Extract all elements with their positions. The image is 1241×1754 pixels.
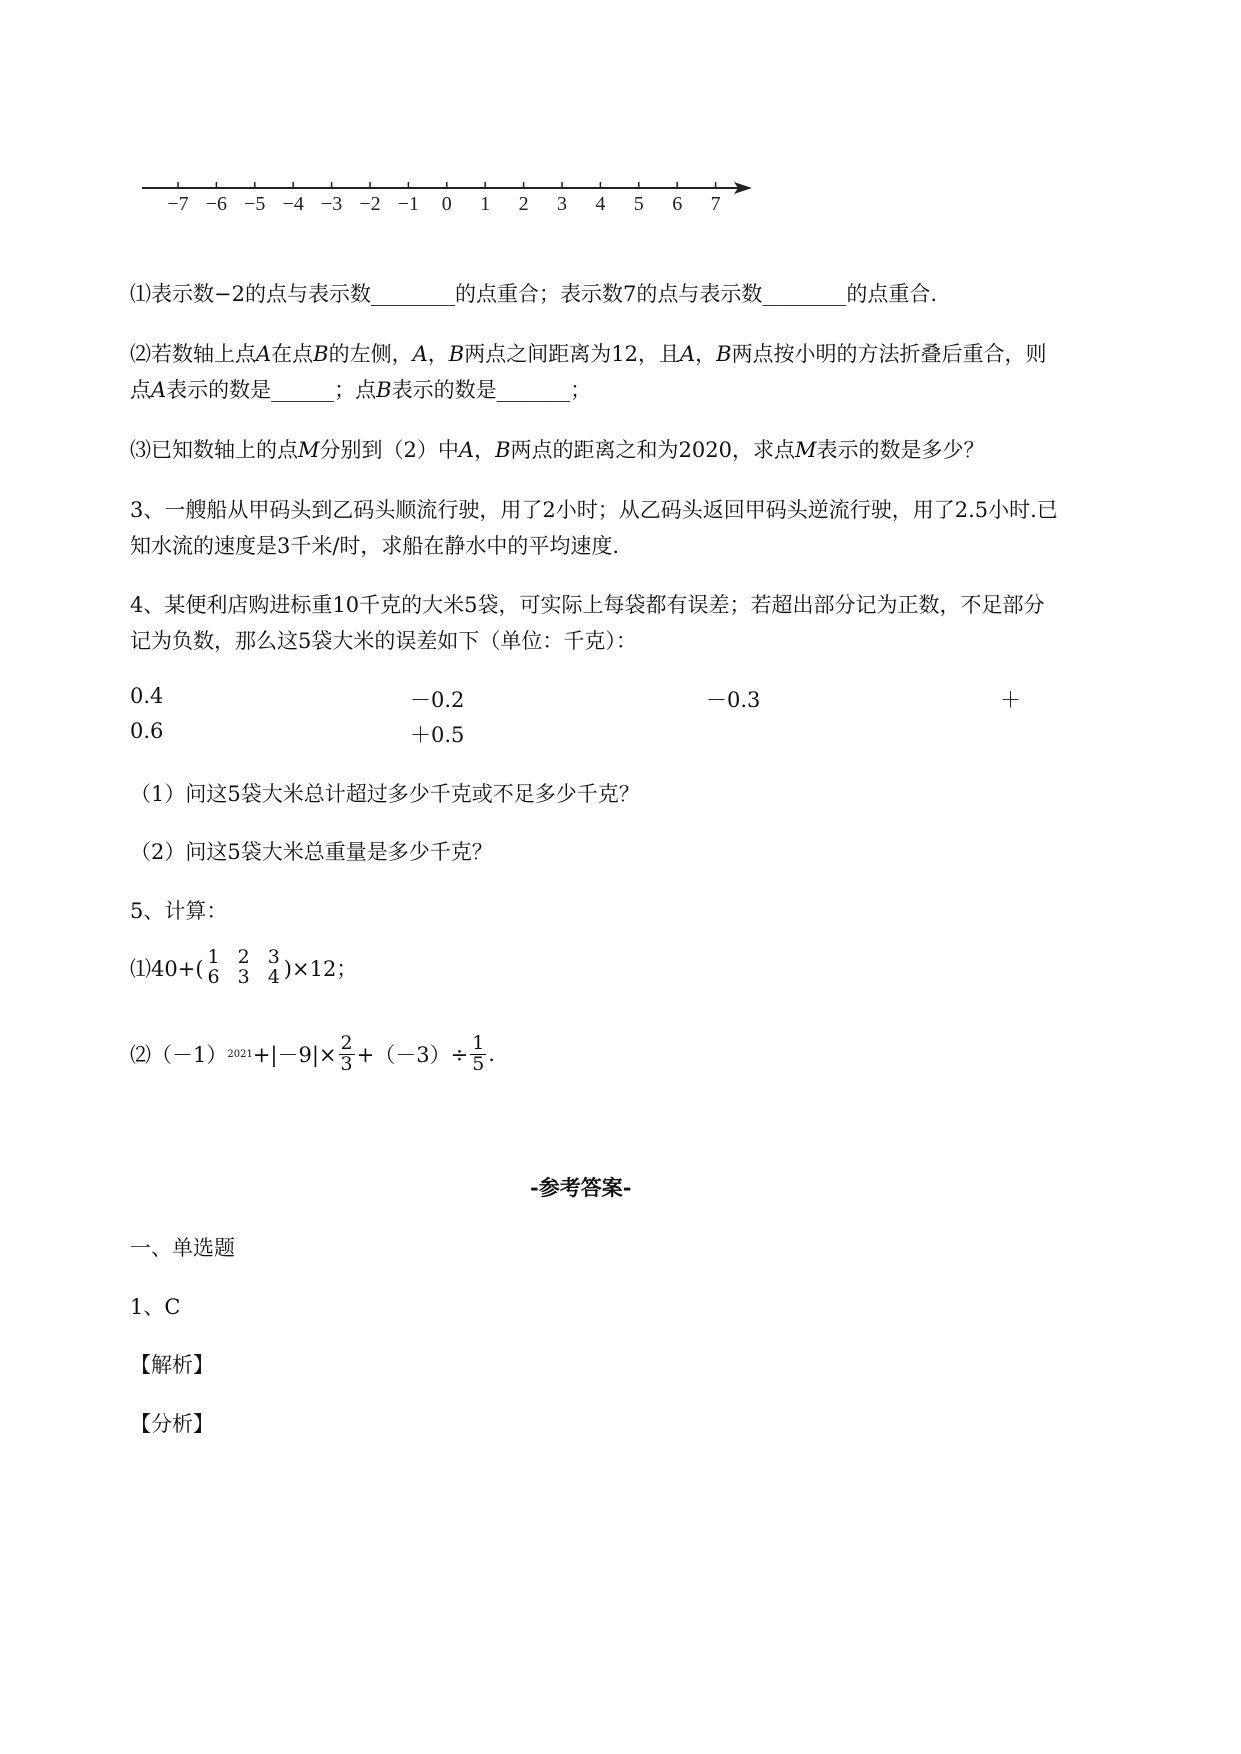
number-line-label: 2	[518, 193, 529, 215]
denominator: 5	[472, 1052, 485, 1075]
text: )×12；	[283, 956, 358, 981]
numerator: 1	[472, 1032, 485, 1054]
denominator: 3	[340, 1052, 353, 1075]
denominator: 4	[267, 965, 280, 988]
text: ⑶已知数轴上的点	[130, 438, 298, 462]
q4-value-2: －0.2	[410, 688, 465, 712]
var-b: B	[495, 438, 511, 462]
var-a: A	[151, 378, 167, 402]
q2-part2-line1	[130, 338, 1047, 368]
numerator: 2	[340, 1032, 353, 1054]
var-b: B	[716, 342, 732, 366]
number-line-label: 7	[710, 193, 721, 215]
text: ⑵（－1）	[130, 1043, 228, 1068]
number-line-label: −1	[397, 193, 420, 215]
text: 两点按小明的方法折叠后重合，则	[731, 342, 1047, 366]
text: 表示的数是______；点	[166, 378, 377, 402]
var-a: A	[679, 342, 696, 366]
number-line-label: 1	[480, 193, 491, 215]
var-m: M	[298, 438, 320, 462]
answers-section: 一、单选题	[130, 1236, 235, 1260]
text: 分别到（2）中	[319, 438, 459, 462]
q4-value-6: ＋0.5	[410, 723, 465, 747]
q2-part2-line2	[130, 374, 591, 404]
number-line-label: 0	[441, 193, 452, 215]
text: +（－3）÷	[356, 1043, 469, 1068]
fraction	[236, 948, 252, 988]
denominator: 3	[237, 965, 250, 988]
q4-sub1: （1）问这5袋大米总计超过多少千克或不足多少千克？	[130, 782, 640, 806]
answers-fenxi: 【分析】	[130, 1412, 214, 1436]
var-a: A	[458, 438, 475, 462]
fraction	[339, 1034, 355, 1075]
number-line-label: −3	[320, 193, 343, 215]
number-line-label: −5	[244, 193, 266, 215]
q4-value-3: －0.3	[706, 688, 761, 712]
q5-expr1	[130, 948, 357, 988]
text: 两点的距离之和为2020，求点	[510, 438, 795, 462]
var-b: B	[448, 342, 465, 366]
exponent: 2021	[227, 1048, 253, 1060]
text: ⑵若数轴上点	[130, 342, 256, 366]
text: 点	[130, 378, 151, 402]
text: +|－9|×	[252, 1043, 337, 1068]
number-line-label: −6	[205, 193, 228, 215]
number-line-label: 5	[633, 193, 644, 215]
number-line-label: −4	[282, 193, 304, 215]
q5-title: 5、计算：	[130, 899, 228, 923]
fraction	[266, 948, 282, 988]
var-b: B	[313, 342, 329, 366]
text: 两点之间距离为12，且	[464, 342, 680, 366]
text: 的左侧，	[328, 342, 413, 366]
var-b: B	[376, 378, 392, 402]
number-line-label: 3	[557, 193, 567, 215]
text: ，	[427, 342, 449, 366]
number-line-label: 4	[595, 193, 606, 215]
var-a: A	[256, 342, 272, 366]
q2-part3	[130, 434, 984, 464]
q2-part1: ⑴表示数−2的点与表示数________的点重合；表示数7的点与表示数________的点重合.	[130, 282, 937, 306]
fraction	[206, 948, 222, 988]
number-line-label: −2	[359, 193, 381, 215]
text: ⑴40+(	[130, 956, 204, 981]
numerator: 3	[267, 946, 280, 968]
number-line-label: −7	[167, 193, 189, 215]
answers-item1: 1、C	[130, 1295, 181, 1319]
q4-line1: 4、某便利店购进标重10千克的大米5袋，可实际上每袋都有误差；若超出部分记为正数，不足部分	[130, 593, 1045, 617]
q3-line1: 3、一艘船从甲码头到乙码头顺流行驶，用了2小时；从乙码头返回甲码头逆流行驶，用了2.5小时.已	[130, 498, 1058, 522]
text: 在点	[271, 342, 314, 366]
var-a: A	[412, 342, 428, 366]
text: 表示的数是_______；	[391, 378, 592, 402]
text: ，	[695, 342, 717, 366]
text: 表示的数是多少？	[816, 438, 985, 462]
numerator: 1	[207, 946, 220, 968]
text: ，	[474, 438, 496, 462]
q4-sub2: （2）问这5袋大米总重量是多少千克？	[130, 840, 493, 864]
answers-jiexi: 【解析】	[130, 1353, 214, 1377]
q4-value-5: 0.6	[130, 719, 164, 743]
fraction	[470, 1034, 486, 1075]
number-line-label: 6	[672, 193, 683, 215]
number-line	[140, 170, 760, 220]
q4-line2: 记为负数，那么这5袋大米的误差如下（单位：千克）：	[130, 629, 637, 653]
q4-value-1: 0.4	[130, 684, 164, 708]
answers-heading: -参考答案-	[530, 1175, 632, 1200]
denominator: 6	[207, 965, 220, 988]
var-m: M	[794, 438, 817, 462]
q4-value-4: ＋	[1000, 688, 1021, 712]
text: .	[488, 1042, 495, 1067]
q3-line2: 知水流的速度是3千米/时，求船在静水中的平均速度.	[130, 534, 620, 558]
numerator: 2	[237, 946, 250, 968]
q5-expr2	[130, 1034, 495, 1075]
